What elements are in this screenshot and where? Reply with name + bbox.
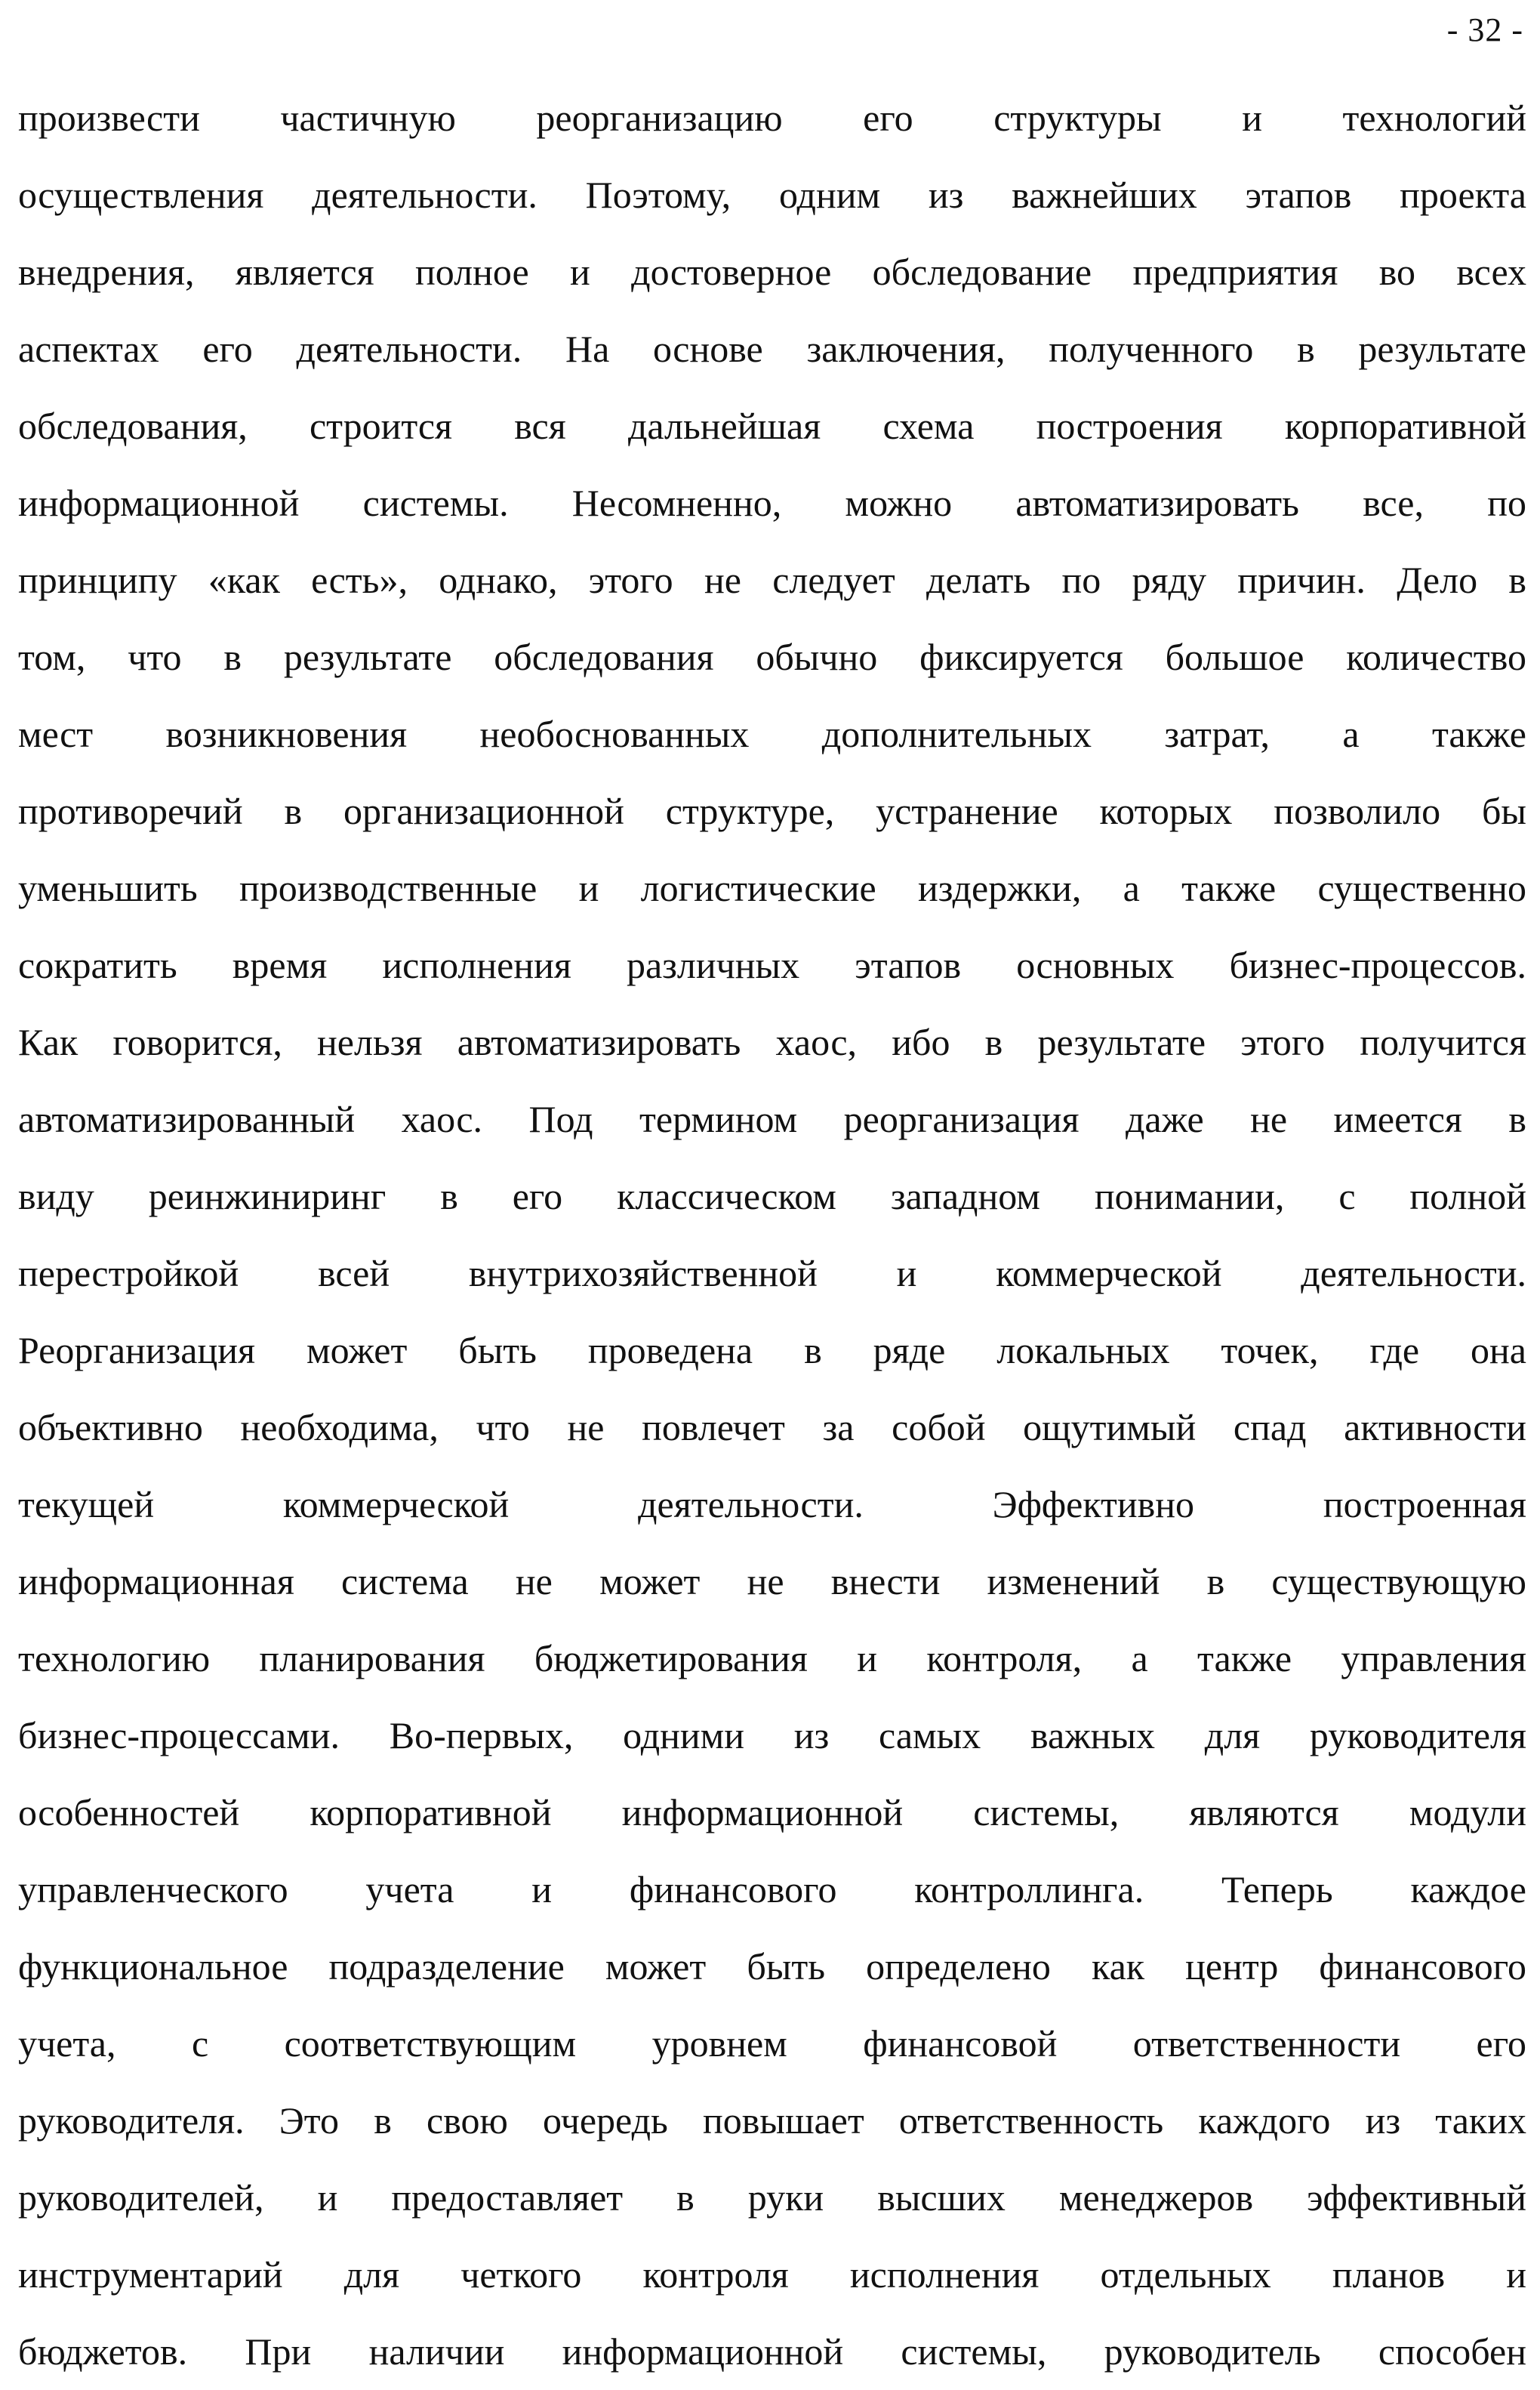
text-line: произвести частичную реорганизацию его структуры и технологий bbox=[18, 97, 1526, 139]
text-line: объективно необходима, что не повлечет за собой ощутимый спад активности bbox=[18, 1406, 1526, 1448]
text-line: том, что в результате обследования обычно фиксируется большое количество bbox=[18, 636, 1526, 678]
text-line: учета, с соответствующим уровнем финансовой ответственности его bbox=[18, 2022, 1526, 2065]
text-line: Реорганизация может быть проведена в ряде локальных точек, где она bbox=[18, 1329, 1526, 1371]
text-line: мест возникновения необоснованных дополнительных затрат, а также bbox=[18, 713, 1526, 755]
text-line: бюджетов. При наличии информационной системы, руководитель способен bbox=[18, 2330, 1526, 2373]
text-line: аспектах его деятельности. На основе заключения, полученного в результате bbox=[18, 328, 1526, 370]
text-line: особенностей корпоративной информационной системы, являются модули bbox=[18, 1791, 1526, 1833]
text-line: инструментарий для четкого контроля исполнения отдельных планов и bbox=[18, 2253, 1526, 2296]
text-line: руководителя. Это в свою очередь повышает ответственность каждого из таких bbox=[18, 2099, 1526, 2142]
text-line: руководителей, и предоставляет в руки высших менеджеров эффективный bbox=[18, 2176, 1526, 2219]
body-text bbox=[18, 79, 1526, 2390]
text-line: управленческого учета и финансового контроллинга. Теперь каждое bbox=[18, 1868, 1526, 1910]
text-line: Как говорится, нельзя автоматизировать хаос, ибо в результате этого получится bbox=[18, 1021, 1526, 1063]
text-line: функциональное подразделение может быть определено как центр финансового bbox=[18, 1945, 1526, 1988]
text-line: виду реинжиниринг в его классическом западном понимании, с полной bbox=[18, 1175, 1526, 1217]
text-line: бизнес-процессами. Во-первых, одними из самых важных для руководителя bbox=[18, 1714, 1526, 1756]
page-number: - 32 - bbox=[1446, 11, 1523, 48]
text-line: информационная система не может не внести изменений в существующую bbox=[18, 1560, 1526, 1602]
text-line: перестройкой всей внутрихозяйственной и коммерческой деятельности. bbox=[18, 1252, 1526, 1294]
text-line: уменьшить производственные и логистические издержки, а также существенно bbox=[18, 867, 1526, 909]
text-line: осуществления деятельности. Поэтому, одним из важнейших этапов проекта bbox=[18, 174, 1526, 216]
text-line: информационной системы. Несомненно, можно автоматизировать все, по bbox=[18, 482, 1526, 524]
text-line: технологию планирования бюджетирования и контроля, а также управления bbox=[18, 1637, 1526, 1679]
text-line: обследования, строится вся дальнейшая схема построения корпоративной bbox=[18, 405, 1526, 447]
text-line: автоматизированный хаос. Под термином реорганизация даже не имеется в bbox=[18, 1098, 1526, 1140]
text-line: сократить время исполнения различных этапов основных бизнес-процессов. bbox=[18, 944, 1526, 986]
text-line: внедрения, является полное и достоверное обследование предприятия во всех bbox=[18, 251, 1526, 293]
text-line: принципу «как есть», однако, этого не следует делать по ряду причин. Дело в bbox=[18, 559, 1526, 601]
text-line: текущей коммерческой деятельности. Эффективно построенная bbox=[18, 1483, 1526, 1525]
text-line: противоречий в организационной структуре, устранение которых позволило бы bbox=[18, 790, 1526, 832]
